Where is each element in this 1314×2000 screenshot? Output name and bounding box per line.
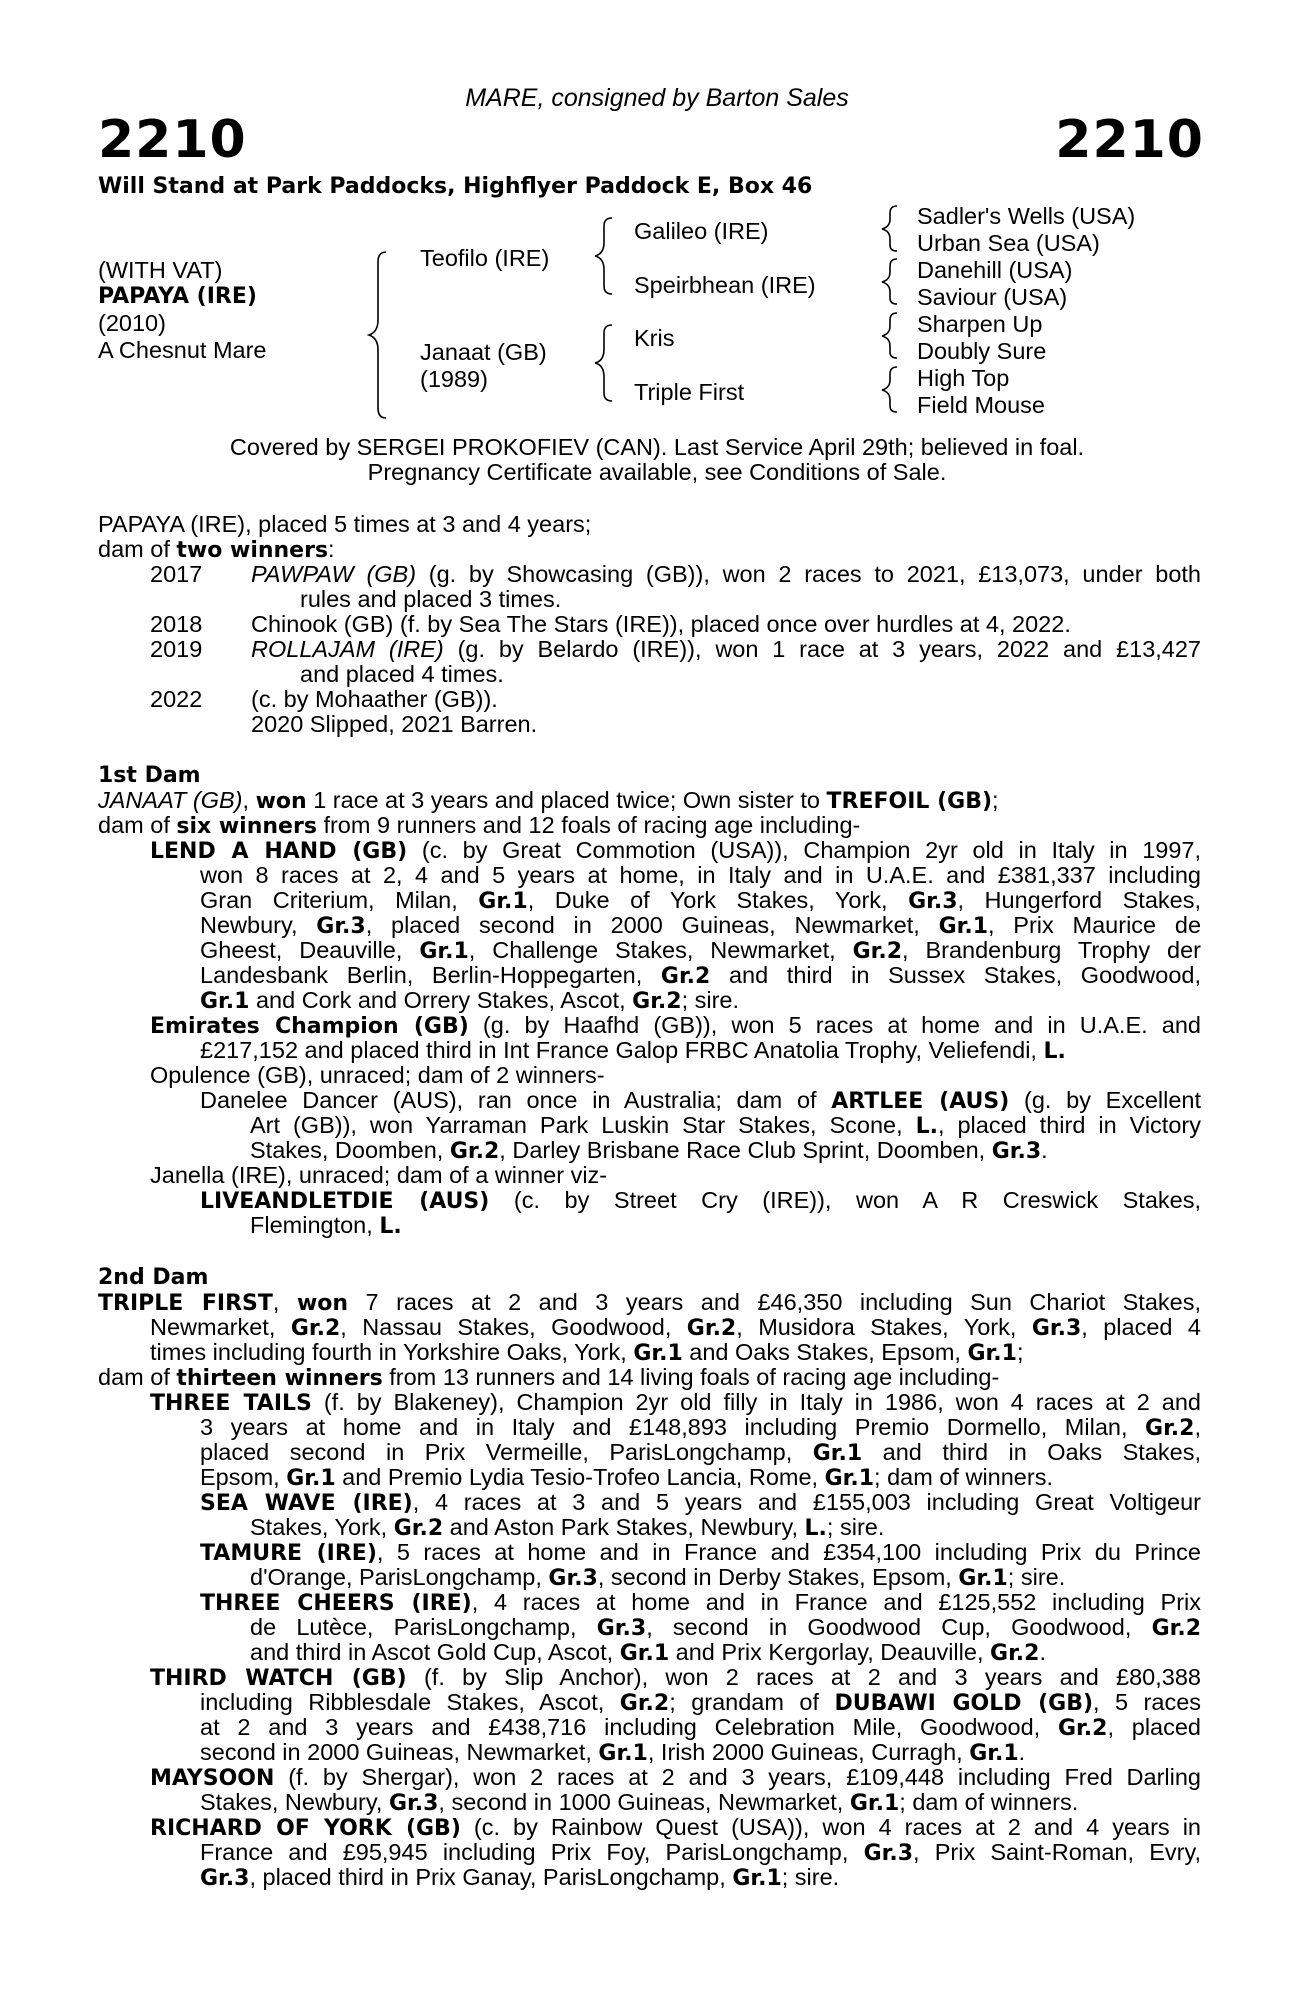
runner-entry-cont: including Ribblesdale Stakes, Ascot, Gr.2; grandam of DUBAWI GOLD (GB), 5 races	[200, 1690, 1201, 1716]
runner-entry-cont: second in 2000 Guineas, Newmarket, Gr.1, Irish 2000 Guineas, Curragh, Gr.1.	[200, 1739, 1026, 1766]
grand-runner-entry-cont: Stakes, Doomben, Gr.2, Darley Brisbane Race Club Sprint, Doomben, Gr.3.	[250, 1137, 1048, 1164]
first-dam-produce: dam of six winners from 9 runners and 12 foals of racing age including-	[98, 812, 861, 839]
runner-entry-cont: £217,152 and placed third in Int France Galop FRBC Anatolia Trophy, Veliefendi, L.	[200, 1037, 1066, 1064]
consignor-line: MARE, consigned by Barton Sales	[465, 84, 849, 112]
runner-entry: RICHARD OF YORK (GB) (c. by Rainbow Quest (USA)), won 4 races at 2 and 4 years in	[150, 1815, 1201, 1841]
ancestor-1: Sadler's Wells (USA)	[917, 203, 1136, 229]
horse-name: PAPAYA (IRE)	[98, 284, 257, 309]
runner-entry: LEND A HAND (GB) (c. by Great Commotion (USA)), Champion 2yr old in Italy in 1997,	[150, 838, 1201, 864]
runner-entry-cont: won 8 races at 2, 4 and 5 years at home, in Italy and in U.A.E. and £381,337 including	[200, 863, 1201, 888]
produce-entry: ROLLAJAM (IRE) (g. by Belardo (IRE)), won 1 race at 3 years, 2022 and £13,427	[251, 637, 1201, 662]
runner-entry-cont: France and £95,945 including Prix Foy, ParisLongchamp, Gr.3, Prix Saint-Roman, Evry,	[200, 1840, 1201, 1866]
ancestor-8: Field Mouse	[917, 392, 1045, 418]
ancestor-4: Saviour (USA)	[917, 284, 1068, 310]
grand-runner-entry: LIVEANDLETDIE (AUS) (c. by Street Cry (IRE)), won A R Creswick Stakes,	[200, 1188, 1201, 1214]
dam: Janaat (GB)	[420, 339, 547, 365]
runner-entry-cont: Landesbank Berlin, Berlin-Hoppegarten, Gr.2 and third in Sussex Stakes, Goodwood,	[200, 963, 1201, 989]
runner-entry-cont: placed second in Prix Vermeille, ParisLongchamp, Gr.1 and third in Oaks Stakes,	[200, 1440, 1201, 1466]
runner-entry: THREE TAILS (f. by Blakeney), Champion 2yr old filly in Italy in 1986, won 4 races at 2 and	[150, 1390, 1201, 1416]
lot-number-left: 2210	[98, 110, 247, 170]
grand-runner-entry: THREE CHEERS (IRE), 4 races at home and in France and £125,552 including Prix	[200, 1590, 1201, 1616]
ancestor-7: High Top	[917, 365, 1010, 391]
runner-entry-cont: 3 years at home and in Italy and £148,893 including Premio Dormello, Milan, Gr.2,	[200, 1415, 1201, 1441]
second-dam-produce: dam of thirteen winners from 13 runners and 14 living foals of racing age including-	[98, 1364, 1000, 1391]
runner-entry-cont: Newbury, Gr.3, placed second in 2000 Guineas, Newmarket, Gr.1, Prix Maurice de	[200, 913, 1201, 939]
grand-runner-entry: Danelee Dancer (AUS), ran once in Australia; dam of ARTLEE (AUS) (g. by Excellent	[200, 1088, 1201, 1114]
lot-number-right: 2210	[1055, 110, 1204, 170]
ancestor-5: Sharpen Up	[917, 311, 1043, 337]
grand-runner-entry: TAMURE (IRE), 5 races at home and in France and £354,100 including Prix du Prince	[200, 1540, 1201, 1566]
horse-description: A Chesnut Mare	[98, 337, 267, 363]
grand-runner-entry-cont: Art (GB)), won Yarraman Park Luskin Star Stakes, Scone, L., placed third in Victory	[250, 1113, 1201, 1139]
ancestor-2: Urban Sea (USA)	[917, 230, 1100, 256]
stand-location: Will Stand at Park Paddocks, Highflyer Paddock E, Box 46	[98, 174, 813, 199]
produce-note: 2020 Slipped, 2021 Barren.	[251, 711, 538, 737]
mare-dam-of: dam of two winners:	[98, 536, 335, 563]
runner-entry-cont: Epsom, Gr.1 and Premio Lydia Tesio-Trofeo Lancia, Rome, Gr.1; dam of winners.	[200, 1464, 1053, 1491]
runner-entry-cont: Gr.1 and Cork and Orrery Stakes, Ascot, Gr.2; sire.	[200, 987, 740, 1014]
sire-sire: Galileo (IRE)	[634, 218, 769, 244]
runner-entry: Opulence (GB), unraced; dam of 2 winners-	[150, 1062, 605, 1088]
runner-entry-cont: Gran Criterium, Milan, Gr.1, Duke of York Stakes, York, Gr.3, Hungerford Stakes,	[200, 888, 1201, 914]
second-dam-line-cont: times including fourth in Yorkshire Oaks, York, Gr.1 and Oaks Stakes, Epsom, Gr.1;	[150, 1339, 1024, 1366]
grand-runner-entry-cont: Stakes, York, Gr.2 and Aston Park Stakes, Newbury, L.; sire.	[250, 1514, 885, 1541]
second-dam-line-cont: Newmarket, Gr.2, Nassau Stakes, Goodwood, Gr.2, Musidora Stakes, York, Gr.3, placed 4	[150, 1315, 1201, 1341]
grand-runner-entry-cont: de Lutèce, ParisLongchamp, Gr.3, second in Goodwood Cup, Goodwood, Gr.2	[250, 1615, 1201, 1641]
ancestor-6: Doubly Sure	[917, 338, 1047, 364]
runner-entry: MAYSOON (f. by Shergar), won 2 races at 2 and 3 years, £109,448 including Fred Darling	[150, 1765, 1201, 1791]
runner-entry-cont: Gr.3, placed third in Prix Ganay, ParisLongchamp, Gr.1; sire.	[200, 1864, 840, 1891]
grand-runner-entry-cont: Flemington, L.	[250, 1212, 402, 1239]
first-dam-line: JANAAT (GB), won 1 race at 3 years and placed twice; Own sister to TREFOIL (GB);	[98, 787, 999, 814]
covered-line: Covered by SERGEI PROKOFIEV (CAN). Last Service April 29th; believed in foal.	[229, 434, 1085, 460]
produce-entry: (c. by Mohaather (GB)).	[251, 686, 498, 712]
runner-entry: THIRD WATCH (GB) (f. by Slip Anchor), won 2 races at 2 and 3 years and £80,388	[150, 1665, 1201, 1691]
produce-year: 2018	[150, 611, 203, 637]
pregnancy-line: Pregnancy Certificate available, see Conditions of Sale.	[367, 459, 947, 485]
grand-runner-entry: SEA WAVE (IRE), 4 races at 3 and 5 years and £155,003 including Great Voltigeur	[200, 1490, 1201, 1516]
dam-dam: Triple First	[634, 379, 745, 405]
runner-entry: Emirates Champion (GB) (g. by Haafhd (GB)), won 5 races at home and in U.A.E. and	[150, 1013, 1201, 1039]
dam-sire: Kris	[634, 325, 675, 351]
second-dam-line: TRIPLE FIRST, won 7 races at 2 and 3 years and £46,350 including Sun Chariot Stakes,	[98, 1290, 1201, 1316]
produce-year: 2022	[150, 686, 203, 712]
produce-entry-cont: and placed 4 times.	[300, 661, 504, 687]
produce-year: 2019	[150, 636, 203, 662]
second-dam-heading: 2nd Dam	[98, 1265, 209, 1290]
vat-note: (WITH VAT)	[98, 257, 223, 283]
horse-year: (2010)	[98, 310, 166, 336]
produce-entry: Chinook (GB) (f. by Sea The Stars (IRE)), placed once over hurdles at 4, 2022.	[251, 611, 1071, 637]
runner-entry-cont: Stakes, Newbury, Gr.3, second in 1000 Guineas, Newmarket, Gr.1; dam of winners.	[200, 1789, 1079, 1816]
sire: Teofilo (IRE)	[420, 245, 550, 271]
produce-year: 2017	[150, 561, 203, 587]
runner-entry: Janella (IRE), unraced; dam of a winner viz-	[150, 1162, 608, 1188]
first-dam-heading: 1st Dam	[98, 763, 201, 788]
produce-entry: PAWPAW (GB) (g. by Showcasing (GB)), won 2 races to 2021, £13,073, under both	[251, 562, 1201, 587]
runner-entry-cont: Gheest, Deauville, Gr.1, Challenge Stakes, Newmarket, Gr.2, Brandenburg Trophy der	[200, 938, 1201, 964]
sire-dam: Speirbhean (IRE)	[634, 272, 816, 298]
grand-runner-entry-cont: d'Orange, ParisLongchamp, Gr.3, second in Derby Stakes, Epsom, Gr.1; sire.	[250, 1564, 1066, 1591]
grand-runner-entry-cont: and third in Ascot Gold Cup, Ascot, Gr.1 and Prix Kergorlay, Deauville, Gr.2.	[250, 1639, 1046, 1666]
dam-year: (1989)	[420, 366, 488, 392]
produce-entry-cont: rules and placed 3 times.	[300, 586, 562, 612]
ancestor-3: Danehill (USA)	[917, 257, 1073, 283]
mare-record: PAPAYA (IRE), placed 5 times at 3 and 4 years;	[98, 511, 592, 537]
runner-entry-cont: at 2 and 3 years and £438,716 including Celebration Mile, Goodwood, Gr.2, placed	[200, 1715, 1201, 1741]
